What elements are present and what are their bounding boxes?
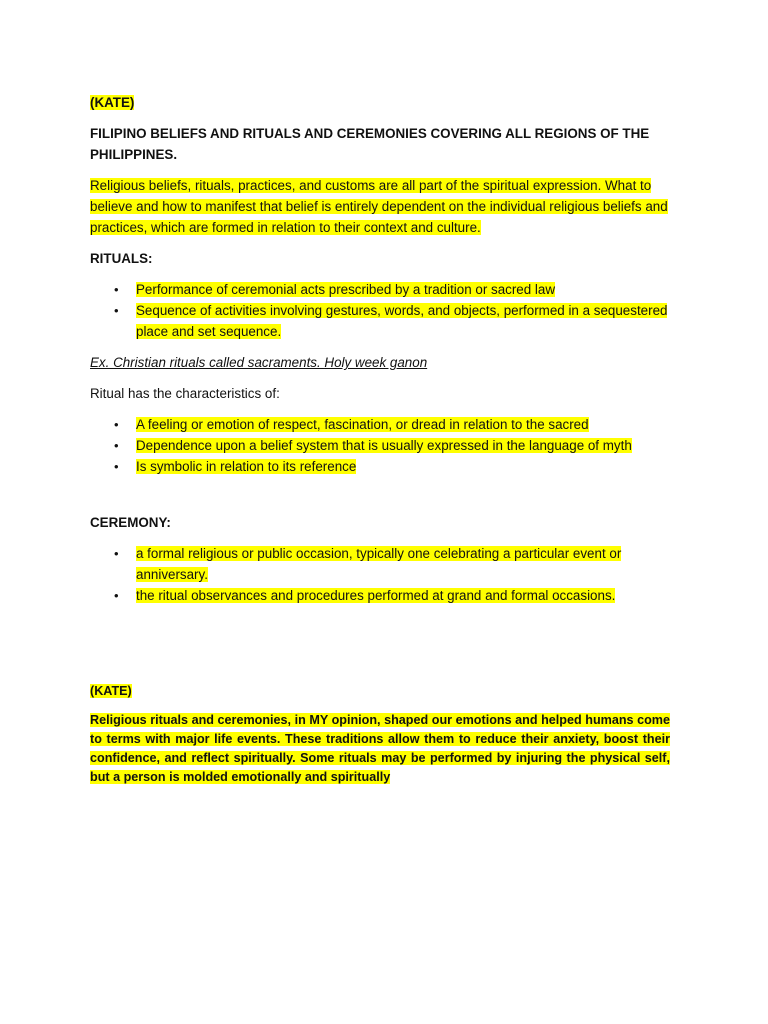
bullet-icon: • xyxy=(114,438,119,453)
list-item-text: a formal religious or public occasion, typically one celebrating a particular event or anniversary. xyxy=(136,546,622,582)
characteristics-list xyxy=(90,414,670,477)
list-item-text: Dependence upon a belief system that is usually expressed in the language of myth xyxy=(136,438,632,453)
list-item-text: Performance of ceremonial acts prescribed by a tradition or sacred law xyxy=(136,282,556,297)
opinion-paragraph xyxy=(90,711,670,787)
document-page xyxy=(90,92,670,787)
author-label xyxy=(90,92,670,113)
list-item xyxy=(90,543,670,585)
list-item xyxy=(90,456,670,477)
opinion-paragraph-text: Religious rituals and ceremonies, in MY opinion, shaped our emotions and helped humans come to terms with major life events. These traditions allow them to reduce their anxiety, boost their confidence, and reflect spiritually. Some rituals may be performed by injuring the physical self, but a person is molded emotionally and spiritually xyxy=(90,713,670,784)
list-item xyxy=(90,300,670,342)
list-item xyxy=(90,414,670,435)
rituals-heading: RITUALS: xyxy=(90,251,153,266)
list-item-text: A feeling or emotion of respect, fascination, or dread in relation to the sacred xyxy=(136,417,589,432)
list-item xyxy=(90,585,670,606)
list-item xyxy=(90,279,670,300)
ceremony-list xyxy=(90,543,670,606)
document-heading: FILIPINO BELIEFS AND RITUALS AND CEREMONIES COVERING ALL REGIONS OF THE PHILIPPINES. xyxy=(90,126,650,162)
author-label-2-text: (KATE) xyxy=(90,684,132,698)
author-label-text: (KATE) xyxy=(90,95,135,110)
bullet-icon: • xyxy=(114,546,119,561)
author-label-2 xyxy=(90,682,670,701)
bullet-icon: • xyxy=(114,303,119,318)
bullet-icon: • xyxy=(114,417,119,432)
characteristics-intro: Ritual has the characteristics of: xyxy=(90,386,280,401)
bullet-icon: • xyxy=(114,588,119,603)
bullet-icon: • xyxy=(114,459,119,474)
list-item-text: Sequence of activities involving gestures, words, and objects, performed in a sequestered place and set sequence. xyxy=(136,303,668,339)
ceremony-heading: CEREMONY: xyxy=(90,515,171,530)
bullet-icon: • xyxy=(114,282,119,297)
list-item-text: the ritual observances and procedures performed at grand and formal occasions. xyxy=(136,588,616,603)
list-item xyxy=(90,435,670,456)
intro-paragraph-text: Religious beliefs, rituals, practices, and customs are all part of the spiritual expression. What to believe and how to manifest that belief is entirely dependent on the individual religious beliefs and practices, which are formed in relation to their context and culture. xyxy=(90,178,668,235)
list-item-text: Is symbolic in relation to its reference xyxy=(136,459,357,474)
example-note: Ex. Christian rituals called sacraments. Holy week ganon xyxy=(90,355,428,370)
intro-paragraph xyxy=(90,175,670,238)
rituals-list xyxy=(90,279,670,342)
